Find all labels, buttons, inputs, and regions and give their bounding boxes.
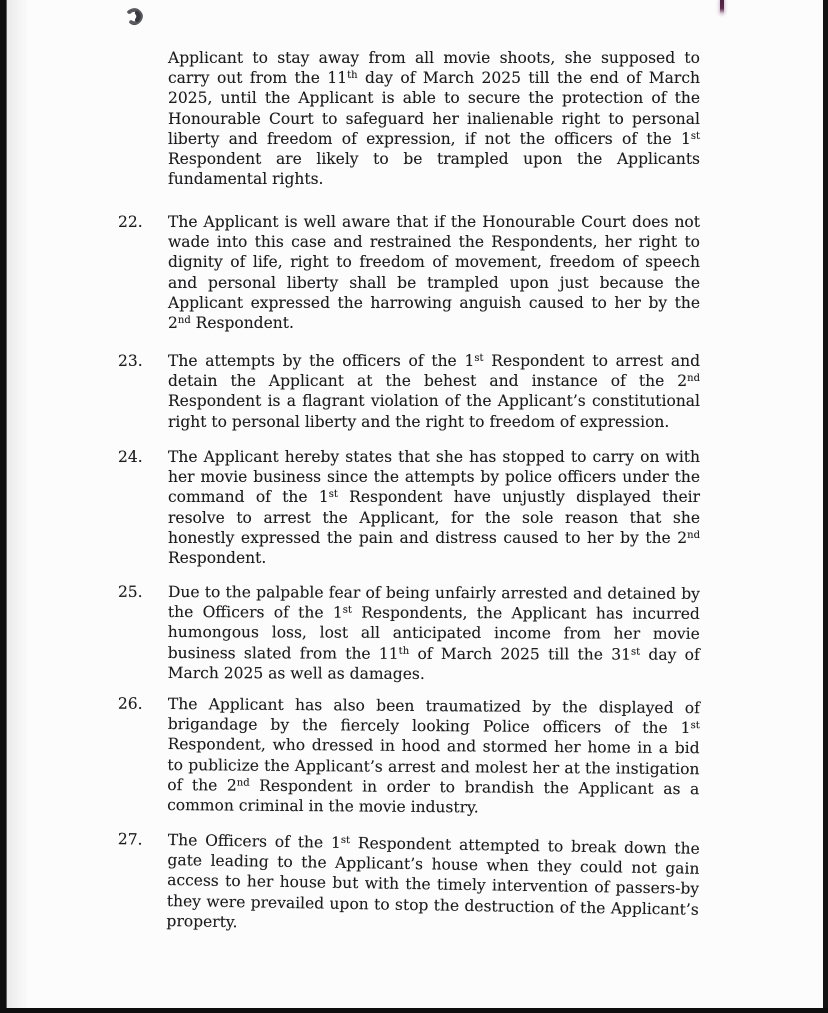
- paragraph-number: 27.: [117, 830, 143, 849]
- paragraph-text: Applicant to stay away from all movie shoots, she supposed to carry out from the 11th day of March 2025 till the end of March 2025, until the Applicant is able to secure the protection of the Honourable Court to safeguard her inalienable right to personal liberty and freedom of expression, if not the officers of the 1st Respondent are likely to be trampled upon the Applicants fundamental rights.: [168, 49, 700, 189]
- paragraph-number: 23.: [118, 352, 143, 370]
- ink-scribble-mark: [122, 7, 146, 31]
- paragraph-text: The attempts by the officers of the 1st Respondent to arrest and detain the Applicant at the behest and instance of the 2nd Respondent is a flagrant violation of the Applicant’s constitutional right to personal liberty and the right to freedom of expression.: [168, 352, 700, 431]
- paragraph-number: 22.: [118, 213, 143, 231]
- paragraph-continuation: [168, 48, 700, 189]
- paragraph-text: The Officers of the 1st Respondent attempted to break down the gate leading to the Applicant’s house when they could not gain access to her house but with the timely intervention of passers-by they were prevailed upon to stop the destruction of the Applicant’s property.: [166, 830, 700, 931]
- scan-edge-left-bar: [0, 0, 7, 1013]
- paragraph-text: The Applicant is well aware that if the Honourable Court does not wade into this case and restrained the Respondents, her right to dignity of life, right to freedom of movement, freedom of speech and personal liberty shall be trampled upon just because the Applicant expressed the harrowing anguish caused to her by the 2nd Respondent.: [168, 213, 700, 333]
- scan-edge-right-bar: [823, 0, 828, 1013]
- paragraph-text: The Applicant hereby states that she has stopped to carry on with her movie business since the attempts by police officers under the command of the 1st Respondent have unjustly displayed their resolve to arrest the Applicant, for the sole reason that she honestly expressed the pain and distress caused to her by the 2nd Respondent.: [168, 448, 700, 568]
- scan-edge-bottom-bar: [0, 1008, 828, 1013]
- paragraph-text: Due to the palpable fear of being unfairly arrested and detained by the Officers of the 1st Respondents, the Applicant has incurred humongous loss, lost all anticipated income from her movie business slated from the 11th of March 2025 till the 31st day of March 2025 as well as damages.: [167, 583, 700, 683]
- paragraph-number: 25.: [117, 582, 143, 601]
- paragraph-24: [118, 447, 700, 568]
- paragraph-number: 26.: [117, 694, 143, 713]
- paragraph-text: The Applicant has also been traumatized by the displayed of brigandage by the fiercely looking Police officers of the 1st Respondent, who dressed in hood and stormed her home in a bid to publicize the Applicant’s arrest and molest her at the instigation of the 2nd Respondent in order to brandish the Applicant as a common criminal in the movie industry.: [167, 694, 700, 817]
- paragraph-26: [117, 694, 700, 819]
- paragraph-25: [117, 582, 700, 685]
- pen-tick-mark: [720, 0, 724, 14]
- paragraph-27: [117, 830, 700, 940]
- paragraph-23: [118, 351, 700, 432]
- paragraph-number: 24.: [118, 448, 143, 466]
- paragraph-22: [118, 212, 700, 333]
